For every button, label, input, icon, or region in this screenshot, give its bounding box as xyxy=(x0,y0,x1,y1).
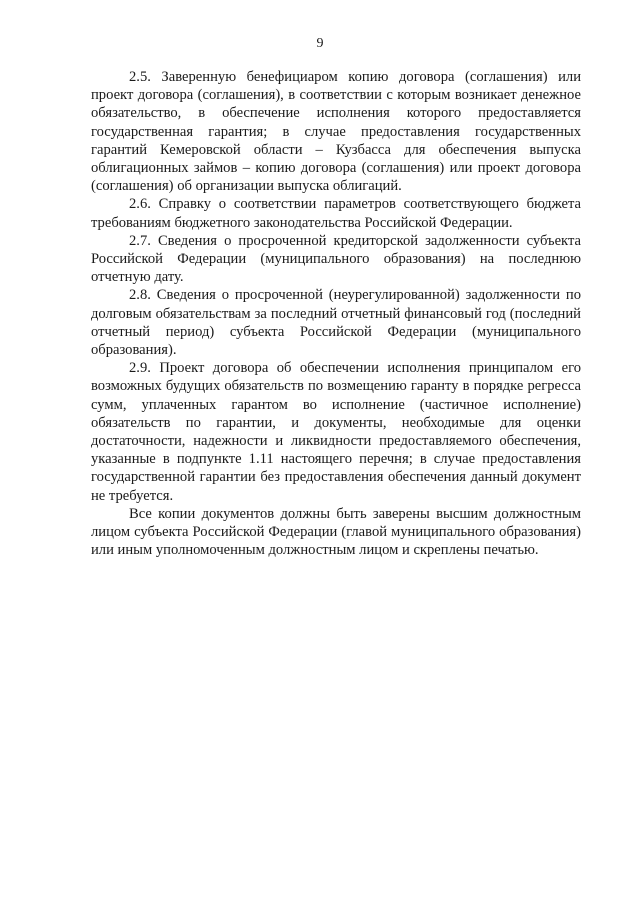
paragraph-2-6: 2.6. Справку о соответствии параметров соответствующего бюджета требованиям бюджетного законодательства Российской Федерации. xyxy=(91,196,581,231)
paragraph-certification-note: Все копии документов должны быть заверены высшим должностным лицом субъекта Российской Федерации (главой муниципального образования) или иным уполномоченным должностным лицом и скреплены печатью. xyxy=(91,505,581,559)
document-body xyxy=(91,68,581,559)
paragraph-2-8: 2.8. Сведения о просроченной (неурегулированной) задолженности по долговым обязательствам за последний отчетный финансовый год (последний отчетный период) субъекта Российской Федерации (муниципального образования). xyxy=(91,287,581,359)
page-number: 9 xyxy=(316,36,324,51)
paragraph-2-5: 2.5. Заверенную бенефициаром копию договора (соглашения) или проект договора (соглашения), в соответствии с которым возникает денежное обязательство, в обеспечение исполнения которого предоставляется государственная гарантия; в случае предоставления государственных гарантий Кемеровской области – Кузбасса для обеспечения выпуска облигационных займов – копию договора (соглашения) или проект договора (соглашения) об организации выпуска облигаций. xyxy=(91,69,581,195)
paragraph-2-9: 2.9. Проект договора об обеспечении исполнения принципалом его возможных будущих обязательств по возмещению гаранту в порядке регресса сумм, уплаченных гарантом во исполнение (частичное исполнение) обязательств по гарантии, и документы, необходимые для оценки достаточности, надежности и ликвидности предоставляемого обеспечения, указанные в подпункте 1.11 настоящего перечня; в случае предоставления государственной гарантии без предоставления обеспечения данный документ не требуется. xyxy=(91,360,581,504)
paragraph-2-7: 2.7. Сведения о просроченной кредиторской задолженности субъекта Российской Федерации (муниципального образования) на последнюю отчетную дату. xyxy=(91,232,581,286)
